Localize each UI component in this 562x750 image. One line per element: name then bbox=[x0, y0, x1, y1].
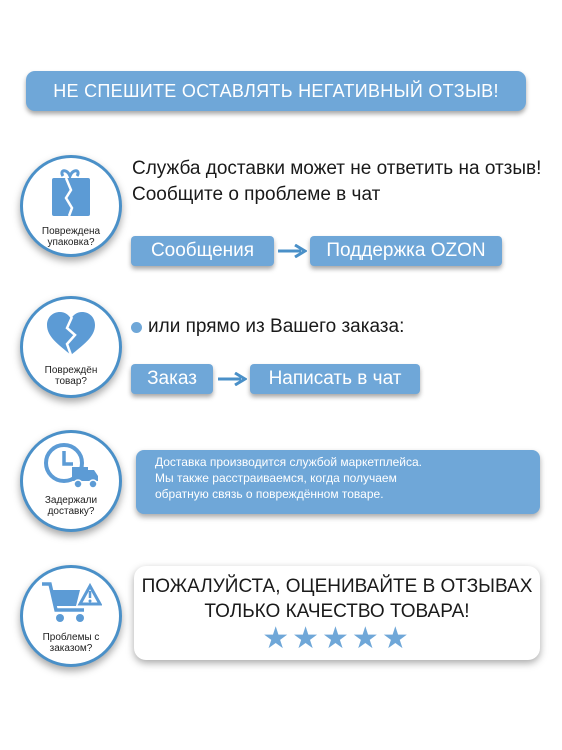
info-line: Доставка производится службой маркетплейса. bbox=[155, 455, 422, 469]
delivery-note: Служба доставки может не ответить на отзыв! bbox=[132, 158, 542, 179]
rating-request-line2: ТОЛЬКО КАЧЕСТВО ТОВАРА! bbox=[204, 601, 470, 622]
order-button[interactable] bbox=[131, 364, 213, 394]
broken-heart-icon bbox=[45, 311, 97, 357]
bullet-dot bbox=[131, 322, 142, 333]
cart-warning-icon bbox=[40, 578, 102, 628]
banner-text: НЕ СПЕШИТЕ ОСТАВЛЯТЬ НЕГАТИВНЫЙ ОТЗЫВ! bbox=[53, 80, 499, 101]
damaged-item-badge bbox=[20, 296, 122, 398]
badge-label: Повреждён товар? bbox=[44, 365, 98, 387]
clock-truck-icon bbox=[42, 441, 100, 491]
delayed-delivery-badge bbox=[20, 430, 122, 532]
order-label: Заказ bbox=[147, 368, 197, 389]
rating-request-line1: ПОЖАЛУЙСТА, ОЦЕНИВАЙТЕ В ОТЗЫВАХ bbox=[141, 576, 533, 597]
damaged-box-icon bbox=[49, 168, 93, 220]
report-note: Сообщите о проблеме в чат bbox=[132, 184, 381, 205]
info-line: обратную связь о повреждённом товаре. bbox=[155, 487, 384, 501]
write-chat-button[interactable] bbox=[250, 364, 420, 394]
ozon-support-button[interactable] bbox=[310, 236, 502, 266]
order-problems-badge bbox=[20, 565, 122, 667]
ozon-support-label: Поддержка OZON bbox=[326, 240, 486, 261]
rating-request-box bbox=[134, 566, 540, 660]
arrow-right-icon bbox=[277, 244, 307, 258]
delivery-info-box bbox=[136, 450, 540, 514]
badge-label: Повреждена упаковка? bbox=[41, 226, 101, 248]
info-line: Мы также расстраиваемся, когда получаем bbox=[155, 471, 397, 485]
five-star-rating: ★★★★★ bbox=[262, 622, 412, 655]
write-chat-label: Написать в чат bbox=[268, 368, 402, 389]
messages-label: Сообщения bbox=[150, 240, 255, 261]
badge-label: Задержали доставку? bbox=[44, 495, 98, 517]
damaged-package-badge bbox=[20, 155, 122, 257]
warning-banner bbox=[26, 71, 526, 111]
arrow-right-icon bbox=[217, 372, 247, 386]
order-note: или прямо из Вашего заказа: bbox=[148, 316, 405, 337]
badge-label: Проблемы с заказом? bbox=[42, 632, 100, 654]
messages-button[interactable] bbox=[131, 236, 274, 266]
